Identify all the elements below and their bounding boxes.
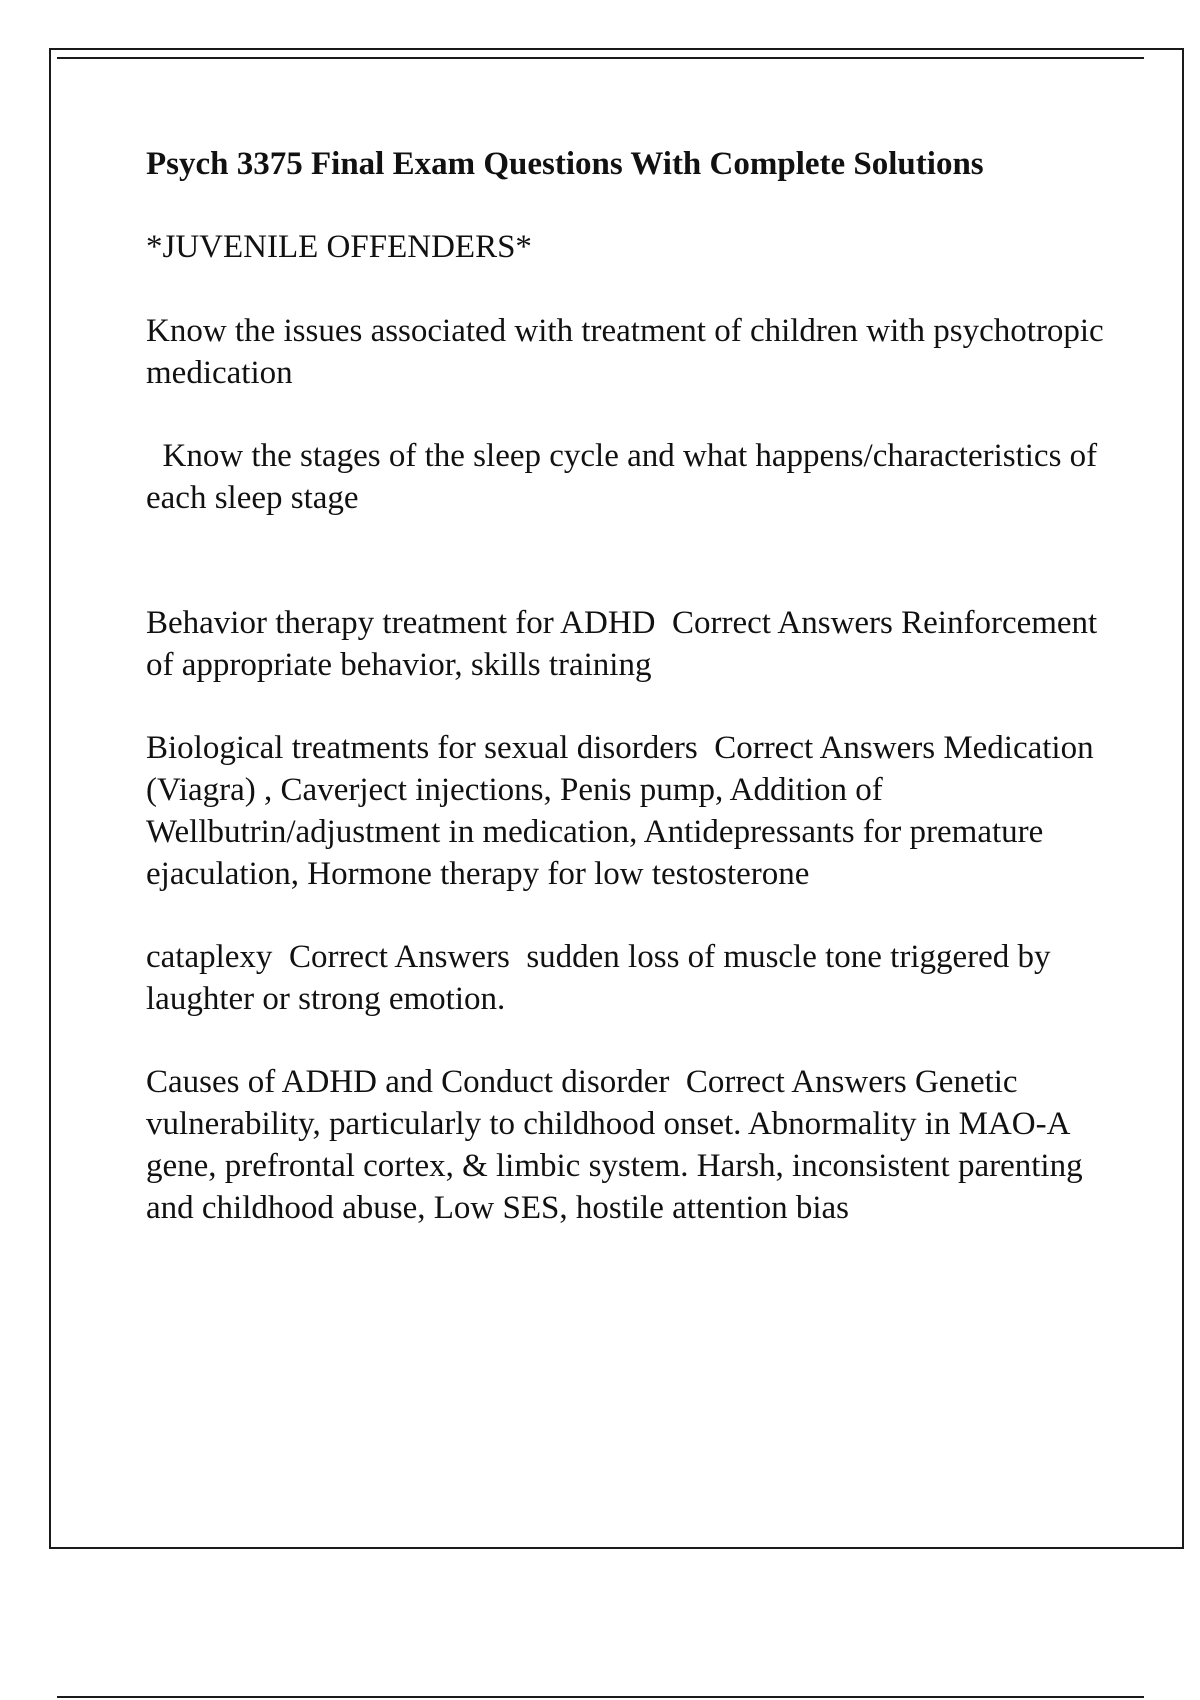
topic-text: Know the issues associated with treatment of children with psychotropic medication <box>146 313 1104 391</box>
topic-text: Know the stages of the sleep cycle and what happens/characteristics of each sleep stage <box>146 438 1106 516</box>
qa-answer-label: Correct Answers <box>672 605 893 641</box>
qa-answer-label: Correct Answers <box>288 939 510 975</box>
qa-item <box>146 1061 1106 1229</box>
document-title: Psych 3375 Final Exam Questions With Complete Solutions <box>146 146 984 182</box>
qa-answer-label: Correct Answers <box>685 1064 907 1100</box>
section-heading: *JUVENILE OFFENDERS* <box>146 229 532 265</box>
qa-answer: Genetic vulnerability, particularly to childhood onset. Abnormality in MAO-A gene, prefrontal cortex, & limbic system. Harsh, inconsistent parenting and childhood abuse, Low SES, hostile attention bias <box>146 1064 1091 1226</box>
qa-answer: sudden loss of muscle tone triggered by laughter or strong emotion. <box>146 939 1059 1017</box>
qa-question: Behavior therapy treatment for ADHD <box>146 605 656 641</box>
document-body <box>146 143 1106 1270</box>
topic-item <box>146 310 1106 394</box>
qa-item <box>146 602 1106 686</box>
qa-item <box>146 936 1106 1020</box>
qa-answer-label: Correct Answers <box>714 730 936 766</box>
header-rule <box>57 57 1144 59</box>
qa-question: cataplexy <box>146 939 273 975</box>
qa-item <box>146 727 1106 895</box>
qa-answer: Medication (Viagra) , Caverject injections, Penis pump, Addition of Wellbutrin/adjustment in medication, Antidepressants for premature ejaculation, Hormone therapy for low testosterone <box>146 730 1102 892</box>
footer-rule <box>57 1696 1144 1698</box>
qa-question: Biological treatments for sexual disorders <box>146 730 698 766</box>
qa-answer: Reinforcement of appropriate behavior, skills training <box>146 605 1106 683</box>
qa-question: Causes of ADHD and Conduct disorder <box>146 1064 670 1100</box>
topic-item <box>146 435 1106 519</box>
